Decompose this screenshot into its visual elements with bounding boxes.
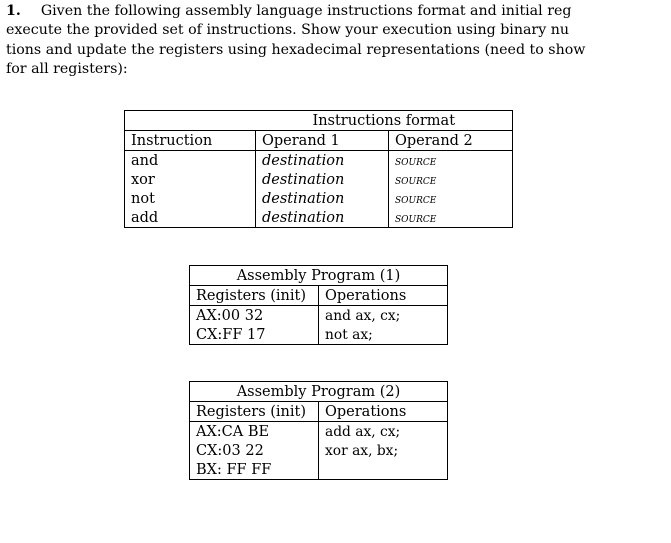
header-registers: Registers (init) bbox=[190, 402, 319, 422]
operand1-cell: destination bbox=[256, 170, 389, 189]
question-line: tions and update the registers using hexadecimal representations (need to show bbox=[6, 41, 586, 58]
table-row bbox=[190, 460, 448, 480]
operand2-cell: source bbox=[395, 209, 437, 226]
table-title-row bbox=[125, 111, 513, 131]
header-operand-1: Operand 1 bbox=[256, 131, 389, 151]
instruction-cell: and bbox=[125, 151, 256, 171]
operation-cell bbox=[319, 460, 448, 480]
register-cell: BX: FF FF bbox=[190, 460, 319, 480]
operand2-cell: source bbox=[395, 171, 437, 188]
assembly-program-1-table bbox=[189, 265, 448, 345]
table-row bbox=[190, 422, 448, 442]
question-line: for all registers): bbox=[6, 60, 128, 77]
table-row bbox=[125, 189, 513, 208]
operation-cell: and ax, cx; bbox=[325, 307, 401, 324]
register-cell: CX:03 22 bbox=[190, 441, 319, 460]
header-operations: Operations bbox=[319, 402, 448, 422]
header-registers: Registers (init) bbox=[190, 286, 319, 306]
program1-title: Assembly Program (1) bbox=[190, 266, 448, 286]
question-number: 1. bbox=[6, 3, 21, 19]
operation-cell: not ax; bbox=[325, 326, 373, 343]
header-operations: Operations bbox=[319, 286, 448, 306]
table-row bbox=[190, 441, 448, 460]
question-line: execute the provided set of instructions. Show your execution using binary nu bbox=[6, 22, 570, 39]
instructions-format-table bbox=[124, 110, 513, 228]
instruction-cell: xor bbox=[125, 170, 256, 189]
program2-title: Assembly Program (2) bbox=[190, 382, 448, 402]
register-cell: CX:FF 17 bbox=[190, 325, 319, 345]
operation-cell: xor ax, bx; bbox=[325, 442, 399, 459]
header-operand-2: Operand 2 bbox=[389, 131, 513, 151]
operand2-cell: source bbox=[395, 190, 437, 207]
instruction-cell: not bbox=[125, 189, 256, 208]
table-header-row bbox=[125, 131, 513, 151]
table-row bbox=[125, 170, 513, 189]
header-instruction: Instruction bbox=[125, 131, 256, 151]
operand1-cell: destination bbox=[256, 151, 389, 171]
table-row bbox=[190, 325, 448, 345]
table-row bbox=[125, 208, 513, 228]
instruction-cell: add bbox=[125, 208, 256, 228]
table-row bbox=[190, 306, 448, 326]
question-text bbox=[6, 2, 666, 79]
table-title-row bbox=[190, 382, 448, 402]
table-row bbox=[125, 151, 513, 171]
format-table-title: Instructions format bbox=[256, 111, 513, 131]
table-title-row bbox=[190, 266, 448, 286]
table-header-row bbox=[190, 286, 448, 306]
assembly-program-2-table bbox=[189, 381, 448, 480]
table-header-row bbox=[190, 402, 448, 422]
operand2-cell: source bbox=[395, 152, 437, 169]
register-cell: AX:00 32 bbox=[190, 306, 319, 326]
register-cell: AX:CA BE bbox=[190, 422, 319, 442]
operation-cell: add ax, cx; bbox=[325, 423, 401, 440]
question-line: 1. Given the following assembly language instructions format and initial reg bbox=[6, 3, 572, 19]
operand1-cell: destination bbox=[256, 208, 389, 228]
operand1-cell: destination bbox=[256, 189, 389, 208]
